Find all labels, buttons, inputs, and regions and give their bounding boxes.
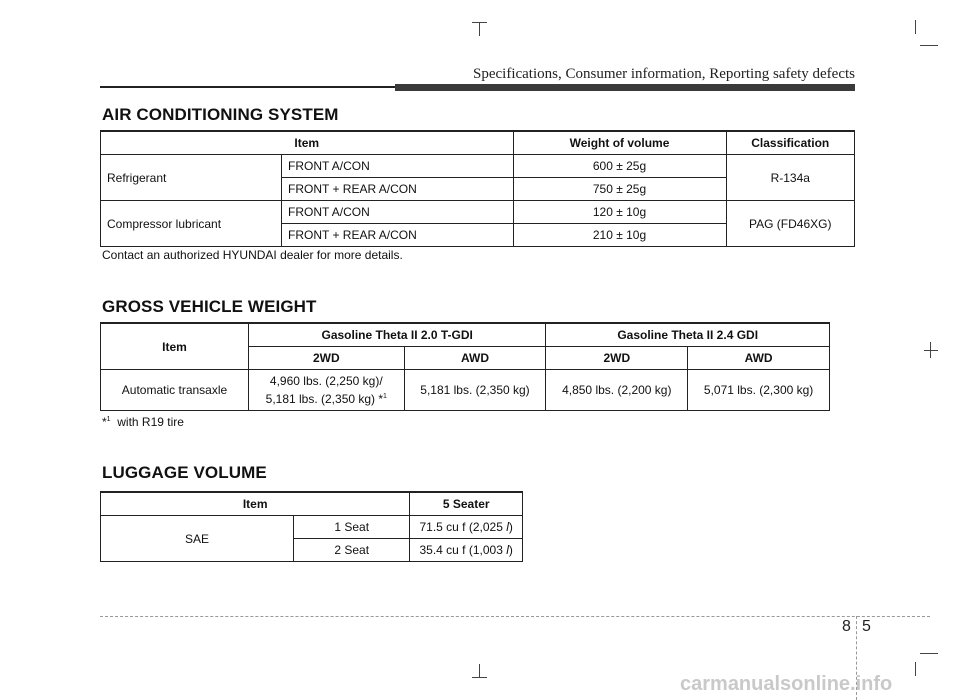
luggage-col-item: Item bbox=[101, 492, 410, 516]
luggage-seat2: 2 Seat bbox=[294, 539, 410, 562]
table-header-row bbox=[101, 323, 830, 347]
header-rule bbox=[100, 86, 400, 88]
gvw-val3: 4,850 lbs. (2,200 kg) bbox=[546, 370, 688, 411]
gvw-val1-line2: 5,181 lbs. (2,350 kg) * bbox=[265, 391, 384, 406]
page-number: 5 bbox=[862, 618, 871, 635]
refrigerant-val1: 600 ± 25g bbox=[513, 155, 726, 178]
crop-mark bbox=[479, 22, 480, 36]
seat1-val-text: 71.5 cu f (2,025 bbox=[419, 520, 507, 534]
crop-mark bbox=[920, 653, 938, 654]
gvw-val2: 5,181 lbs. (2,350 kg) bbox=[404, 370, 546, 411]
luggage-heading: LUGGAGE VOLUME bbox=[102, 463, 267, 482]
gvw-table bbox=[100, 322, 830, 411]
lubricant-val2: 210 ± 10g bbox=[513, 224, 726, 247]
table-row bbox=[101, 155, 855, 178]
page-header-title: Specifications, Consumer information, Reporting safety defects bbox=[473, 66, 855, 82]
lubricant-sub2: FRONT + REAR A/CON bbox=[282, 224, 514, 247]
luggage-seat2-val bbox=[410, 539, 523, 562]
luggage-seat1: 1 Seat bbox=[294, 516, 410, 539]
refrigerant-val2: 750 ± 25g bbox=[513, 178, 726, 201]
refrigerant-sub1: FRONT A/CON bbox=[282, 155, 514, 178]
table-header-row bbox=[101, 131, 855, 155]
refrigerant-sub2: FRONT + REAR A/CON bbox=[282, 178, 514, 201]
lubricant-class: PAG (FD46XG) bbox=[726, 201, 855, 247]
lubricant-val1: 120 ± 10g bbox=[513, 201, 726, 224]
gvw-engine1: Gasoline Theta II 2.0 T-GDI bbox=[249, 323, 546, 347]
crop-mark bbox=[915, 20, 916, 34]
footnote-sup: 1 bbox=[106, 416, 111, 423]
crop-mark bbox=[915, 662, 916, 676]
gvw-val1 bbox=[249, 370, 405, 411]
seat1-paren: ) bbox=[508, 520, 513, 534]
seat2-val-text: 35.4 cu f (1,003 bbox=[419, 543, 507, 557]
ac-note: Contact an authorized HYUNDAI dealer for more details. bbox=[102, 248, 403, 262]
luggage-col-seater: 5 Seater bbox=[410, 492, 523, 516]
gvw-val1-line1: 4,960 lbs. (2,250 kg)/ bbox=[269, 373, 383, 388]
footer-dashed-line bbox=[100, 616, 930, 617]
table-row bbox=[101, 516, 523, 539]
lubricant-label: Compressor lubricant bbox=[101, 201, 282, 247]
crop-mark bbox=[924, 350, 938, 351]
watermark: carmanualsonline.info bbox=[680, 673, 893, 695]
crop-mark bbox=[472, 677, 487, 678]
gvw-heading: GROSS VEHICLE WEIGHT bbox=[102, 297, 317, 316]
table-row bbox=[101, 370, 830, 411]
gvw-val4: 5,071 lbs. (2,300 kg) bbox=[688, 370, 830, 411]
crop-mark bbox=[920, 45, 938, 46]
crop-mark bbox=[472, 22, 487, 23]
gvw-col-item: Item bbox=[101, 323, 249, 370]
gvw-engine2: Gasoline Theta II 2.4 GDI bbox=[546, 323, 830, 347]
col-weight: Weight of volume bbox=[513, 131, 726, 155]
seat1-unit: l bbox=[506, 520, 509, 534]
footnote-text: with R19 tire bbox=[117, 415, 184, 429]
ac-table bbox=[100, 130, 855, 247]
gvw-drive: AWD bbox=[688, 347, 830, 370]
luggage-row-label: SAE bbox=[101, 516, 294, 562]
footnote-mark: * bbox=[102, 415, 107, 429]
col-item: Item bbox=[101, 131, 514, 155]
table-row bbox=[101, 201, 855, 224]
refrigerant-label: Refrigerant bbox=[101, 155, 282, 201]
seat2-paren: ) bbox=[508, 543, 513, 557]
gvw-drive: 2WD bbox=[249, 347, 405, 370]
lubricant-sub1: FRONT A/CON bbox=[282, 201, 514, 224]
luggage-seat1-val bbox=[410, 516, 523, 539]
table-header-row bbox=[101, 492, 523, 516]
refrigerant-class: R-134a bbox=[726, 155, 855, 201]
gvw-footnote bbox=[102, 415, 184, 429]
ac-heading: AIR CONDITIONING SYSTEM bbox=[102, 105, 339, 124]
gvw-drive: AWD bbox=[404, 347, 546, 370]
luggage-table bbox=[100, 491, 523, 562]
header-bar bbox=[395, 84, 855, 91]
crop-mark bbox=[479, 664, 480, 678]
gvw-drive: 2WD bbox=[546, 347, 688, 370]
col-classification: Classification bbox=[726, 131, 855, 155]
gvw-row-label: Automatic transaxle bbox=[101, 370, 249, 411]
gvw-val1-sup: 1 bbox=[383, 392, 387, 400]
seat2-unit: l bbox=[506, 543, 509, 557]
page-section: 8 bbox=[842, 618, 851, 635]
